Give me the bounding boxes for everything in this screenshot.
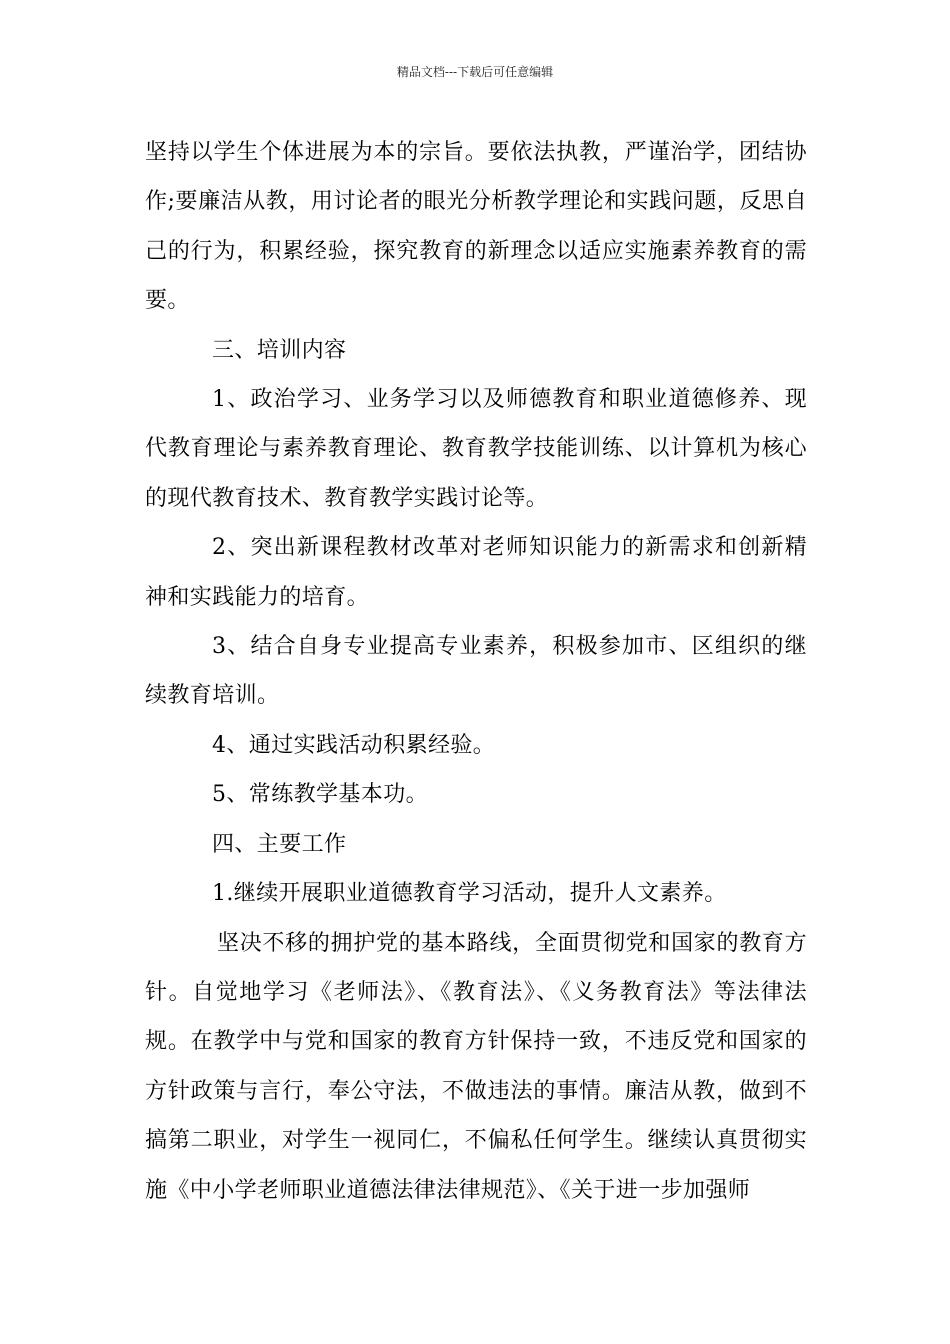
- section-heading-training-content: 三、培训内容: [212, 337, 347, 363]
- body-paragraph: 坚持以学生个体进展为本的宗旨。要依法执教，严谨治学，团结协作;要廉洁从教，用讨论者的眼光分析教学理论和实践问题，反思自己的行为，积累经验，探究教育的新理念以适应实施素养教育的需要。: [145, 140, 807, 314]
- body-paragraph: 1、政治学习、业务学习以及师德教育和职业道德修养、现代教育理论与素养教育理论、教育教学技能训练、以计算机为核心的现代教育技术、教育教学实践讨论等。: [145, 387, 807, 511]
- body-paragraph: 2、突出新课程教材改革对老师知识能力的新需求和创新精神和实践能力的培育。: [145, 535, 807, 610]
- body-paragraph: 1.继续开展职业道德教育学习活动，提升人文素养。: [212, 881, 727, 907]
- body-paragraph: 5、常练教学基本功。: [212, 782, 428, 808]
- page-header: 精品文档---下载后可任意编辑: [396, 65, 554, 79]
- section-heading-main-work: 四、主要工作: [212, 831, 347, 857]
- body-paragraph: 4、通过实践活动积累经验。: [212, 732, 496, 758]
- body-paragraph: 3、结合自身专业提高专业素养，积极参加市、区组织的继续教育培训。: [145, 634, 807, 709]
- document-body: [145, 128, 807, 1215]
- body-paragraph: 坚决不移的拥护党的基本路线，全面贯彻党和国家的教育方针。自觉地学习《老师法》、《教育法》、《义务教育法》等法律法规。在教学中与党和国家的教育方针保持一致，不违反党和国家的方针政策与言行，奉公守法，不做违法的事情。廉洁从教，做到不搞第二职业，对学生一视同仁，不偏私任何学生。继续认真贯彻实施《中小学老师职业道德法律法律规范》、《关于进一步加强师: [145, 930, 807, 1203]
